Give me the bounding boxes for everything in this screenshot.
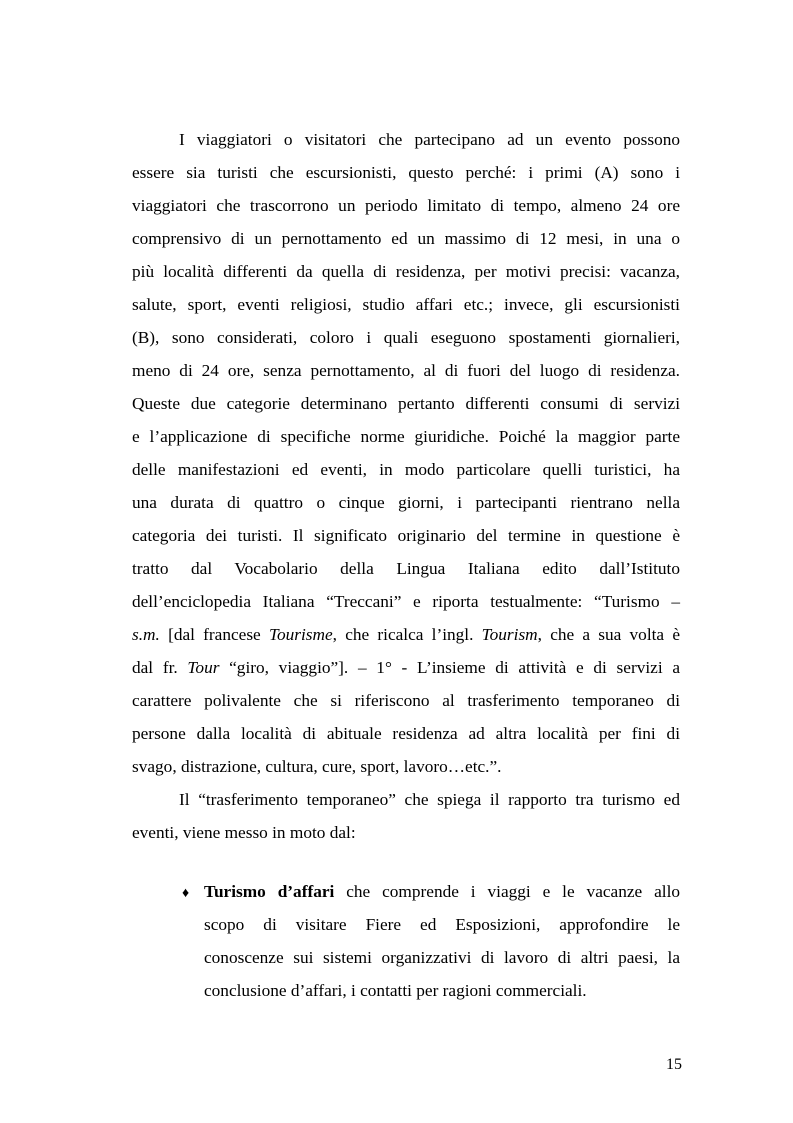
text-span: , che ricalca l’ingl. <box>332 625 482 644</box>
body-text-line: persone dalla località di abituale residenza ad altra località per fini di <box>132 724 680 743</box>
body-text-line: delle manifestazioni ed eventi, in modo particolare quelli turistici, ha <box>132 460 680 479</box>
body-text-line: viaggiatori che trascorrono un periodo limitato di tempo, almeno 24 ore <box>132 196 680 215</box>
text-span: che comprende i viaggi e le vacanze allo <box>334 882 681 901</box>
body-text-line: meno di 24 ore, senza pernottamento, al di fuori del luogo di residenza. <box>132 361 680 380</box>
body-text-line: salute, sport, eventi religiosi, studio affari etc.; invece, gli escursionisti <box>132 295 680 314</box>
body-text-line: Queste due categorie determinano pertanto differenti consumi di servizi <box>132 394 680 413</box>
text-span: dal fr. <box>132 658 188 677</box>
body-text-line: comprensivo di un pernottamento ed un massimo di 12 mesi, in una o <box>132 229 680 248</box>
body-text-line: e l’applicazione di specifiche norme giuridiche. Poiché la maggior parte <box>132 427 680 446</box>
body-text-line: dell’enciclopedia Italiana “Treccani” e riporta testualmente: “Turismo – <box>132 592 680 611</box>
diamond-bullet-icon: ♦ <box>182 886 190 901</box>
bullet-text-line: conoscenze sui sistemi organizzativi di lavoro di altri paesi, la <box>204 948 680 967</box>
body-text-line: Il “trasferimento temporaneo” che spiega il rapporto tra turismo ed <box>179 790 680 809</box>
body-text-line: I viaggiatori o visitatori che partecipano ad un evento possono <box>179 130 680 149</box>
text-span: “giro, viaggio”]. – 1° - L’insieme di attività e di servizi a <box>219 658 680 677</box>
body-text-line: essere sia turisti che escursionisti, questo perché: i primi (A) sono i <box>132 163 680 182</box>
body-text-line: categoria dei turisti. Il significato originario del termine in questione è <box>132 526 680 545</box>
body-text-line <box>132 624 680 648</box>
body-text-line: una durata di quattro o cinque giorni, i partecipanti rientrano nella <box>132 493 680 512</box>
italic-term: s.m. <box>132 625 160 644</box>
bullet-text-line: scopo di visitare Fiere ed Esposizioni, approfondire le <box>204 915 680 934</box>
bullet-text-line <box>204 881 680 905</box>
body-text-line: (B), sono considerati, coloro i quali eseguono spostamenti giornalieri, <box>132 328 680 347</box>
body-text-line: carattere polivalente che si riferiscono al trasferimento temporaneo di <box>132 691 680 710</box>
text-span: [dal francese <box>159 625 269 644</box>
body-text-line: svago, distrazione, cultura, cure, sport, lavoro…etc.”. <box>132 757 502 776</box>
body-text-line: più località differenti da quella di residenza, per motivi precisi: vacanza, <box>132 262 680 281</box>
body-text-line: eventi, viene messo in moto dal: <box>132 823 356 842</box>
body-text-line: tratto dal Vocabolario della Lingua Italiana edito dall’Istituto <box>132 559 680 578</box>
bullet-text-line: conclusione d’affari, i contatti per ragioni commerciali. <box>204 981 587 1000</box>
italic-term: Tourism <box>481 625 538 644</box>
bold-term: Turismo d’affari <box>204 882 335 901</box>
text-span: , che a sua volta è <box>537 625 680 644</box>
italic-term: Tour <box>187 658 220 677</box>
page-number: 15 <box>666 1056 682 1073</box>
body-text-line <box>132 657 680 681</box>
italic-term: Tourisme <box>268 625 333 644</box>
